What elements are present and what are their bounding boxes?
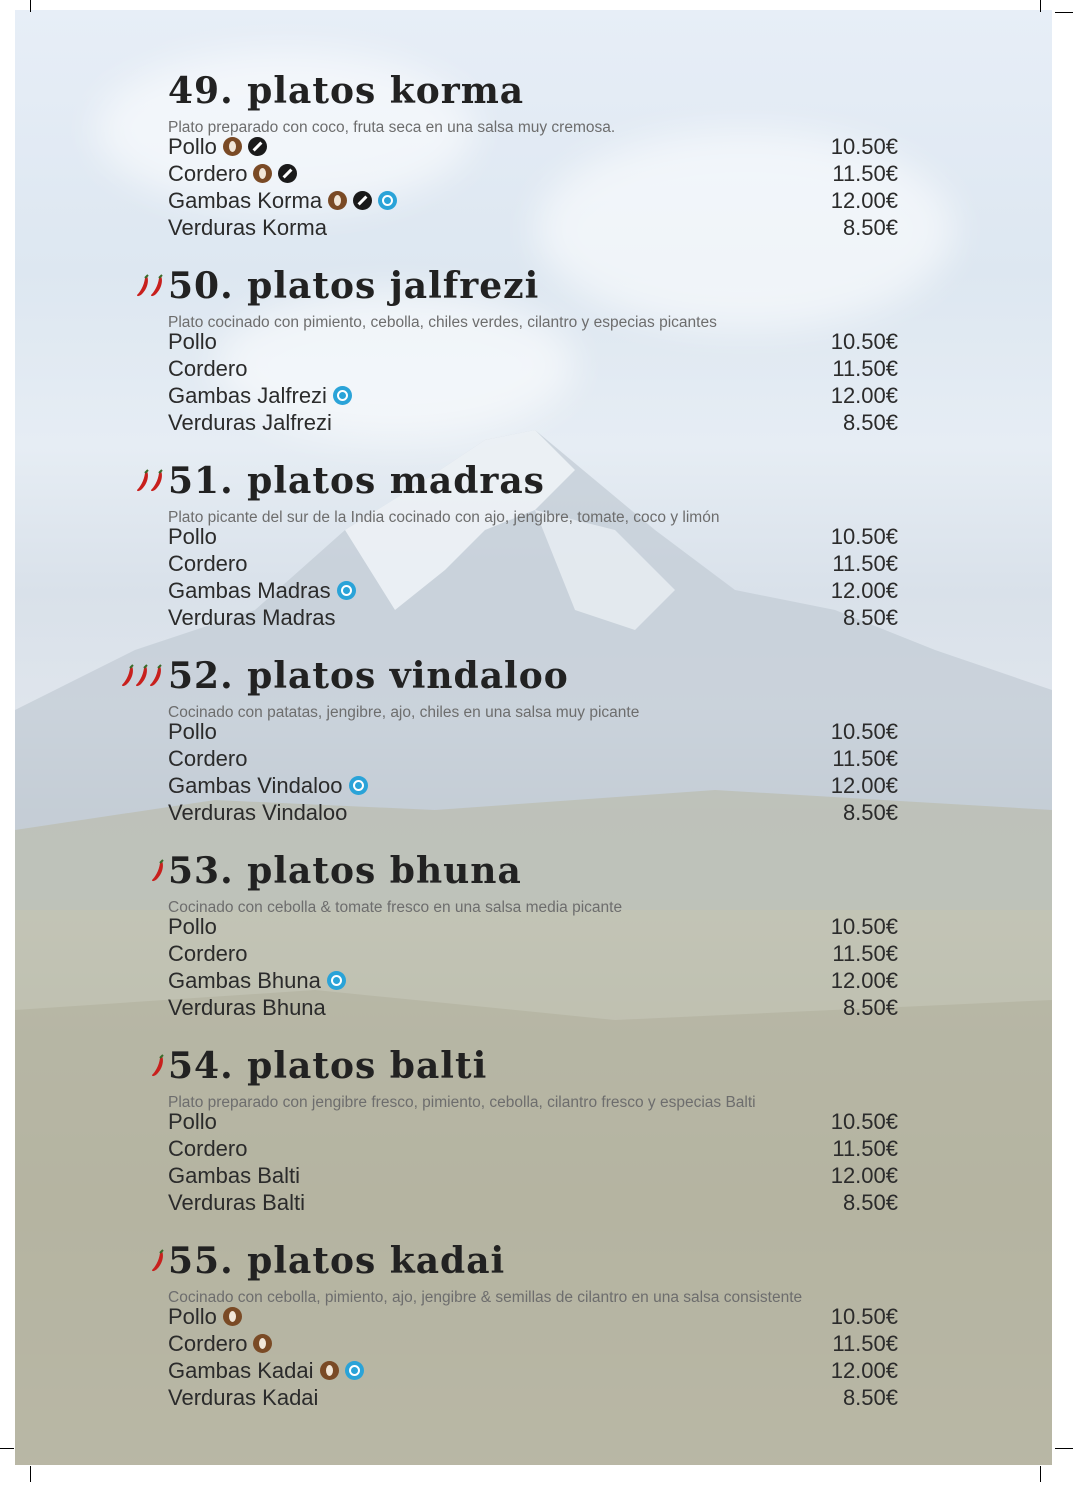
menu-item-name-group [168,968,346,994]
menu-item-name: Cordero [168,355,248,381]
menu-item [168,523,898,550]
chili-icon [151,859,165,883]
menu-item-name: Pollo [168,328,217,354]
menu-item-name-group [168,188,397,214]
spice-level-chilies [151,859,165,883]
menu-item-price: 10.50€ [830,718,898,744]
section-title: 52. platos vindaloo [168,655,569,697]
menu-item-name: Gambas Bhuna [168,967,321,993]
nut-icon [253,1334,272,1353]
menu-item-name: Pollo [168,718,217,744]
shellfish-icon [327,971,346,990]
menu-item [168,1108,898,1135]
menu-item-price: 8.50€ [842,1189,898,1215]
menu-item [168,550,898,577]
menu-item-name-group [168,1163,300,1189]
spice-level-chilies [121,664,163,688]
menu-item-name: Verduras Korma [168,214,327,240]
shellfish-icon [349,776,368,795]
menu-item-price: 12.00€ [830,1162,898,1188]
menu-item-name-group [168,773,368,799]
menu-item-price: 8.50€ [842,604,898,630]
chili-icon [136,469,150,493]
menu-item-price: 10.50€ [830,1303,898,1329]
menu-item-name: Verduras Kadai [168,1384,319,1410]
menu-item-name-group [168,215,327,241]
menu-item-name-group [168,1304,242,1330]
chili-icon [136,274,150,298]
menu-item-name-group [168,356,247,382]
menu-item [168,133,898,160]
section-title: 55. platos kadai [168,1240,506,1282]
section-title: 51. platos madras [168,460,545,502]
menu-item-name: Verduras Bhuna [168,994,326,1020]
menu-item-name-group [168,995,326,1021]
menu-item-name-group [168,1190,305,1216]
menu-item [168,577,898,604]
menu-item-name-group [168,605,336,631]
menu-item-name-group [168,551,247,577]
shellfish-icon [337,581,356,600]
menu-item [168,160,898,187]
menu-item-name: Cordero [168,550,248,576]
shellfish-icon [378,191,397,210]
menu-item-name: Cordero [168,745,248,771]
menu-item-name: Gambas Madras [168,577,331,603]
menu-item [168,799,898,826]
menu-item-name-group [168,383,352,409]
menu-item-name: Gambas Balti [168,1162,301,1188]
menu-item-price: 11.50€ [832,160,898,186]
menu-item-price: 8.50€ [842,214,898,240]
menu-item-name: Pollo [168,913,217,939]
menu-item-price: 10.50€ [830,328,898,354]
menu-item-name: Verduras Jalfrezi [168,409,332,435]
dairy-icon [278,164,297,183]
chili-icon [151,1054,165,1078]
menu-item-price: 11.50€ [832,745,898,771]
shellfish-icon [345,1361,364,1380]
section-title: 53. platos bhuna [168,850,522,892]
chili-icon [121,664,135,688]
menu-item-name-group [168,524,217,550]
menu-item-name: Pollo [168,523,217,549]
chili-icon [149,664,163,688]
menu-item-name: Verduras Balti [168,1189,305,1215]
menu-item-price: 8.50€ [842,1384,898,1410]
menu-item-price: 12.00€ [830,967,898,993]
menu-item [168,913,898,940]
section-title: 54. platos balti [168,1045,488,1087]
chili-icon [150,469,164,493]
menu-item-name: Gambas Vindaloo [168,772,343,798]
menu-item-name: Verduras Vindaloo [168,799,348,825]
menu-item [168,409,898,436]
menu-item-price: 11.50€ [832,1135,898,1161]
menu-item-name: Gambas Korma [168,187,323,213]
menu-item-price: 8.50€ [842,799,898,825]
menu-item-name-group [168,800,347,826]
nut-icon [328,191,347,210]
menu-item-price: 11.50€ [832,550,898,576]
menu-item-name: Cordero [168,1135,248,1161]
menu-item-name: Gambas Jalfrezi [168,382,327,408]
chili-icon [151,1249,165,1273]
section-description: Cocinado con patatas, jengibre, ajo, chiles en una salsa muy picante [168,704,640,721]
menu-item [168,1189,898,1216]
dairy-icon [248,137,267,156]
chili-icon [135,664,149,688]
menu-item-name: Pollo [168,133,217,159]
menu-item [168,1303,898,1330]
section-description: Cocinado con cebolla & tomate fresco en una salsa media picante [168,899,623,916]
menu-item [168,772,898,799]
menu-item [168,355,898,382]
menu-item-name: Pollo [168,1303,217,1329]
menu-item-name: Cordero [168,1330,248,1356]
menu-item [168,745,898,772]
menu-item [168,940,898,967]
menu-item [168,967,898,994]
menu-item-price: 10.50€ [830,1108,898,1134]
menu-item [168,718,898,745]
menu-item-name: Cordero [168,160,248,186]
nut-icon [320,1361,339,1380]
menu-item-name-group [168,329,217,355]
spice-level-chilies [151,1249,165,1273]
chili-icon [150,274,164,298]
menu-item-price: 12.00€ [830,187,898,213]
menu-item-name: Gambas Kadai [168,1357,314,1383]
menu-item [168,382,898,409]
section-title: 49. platos korma [168,70,525,112]
menu-item-price: 10.50€ [830,523,898,549]
menu-item-price: 12.00€ [830,382,898,408]
menu-item-name: Pollo [168,1108,217,1134]
menu-item-name-group [168,719,217,745]
menu-item-price: 11.50€ [832,1330,898,1356]
spice-level-chilies [151,1054,165,1078]
menu-item-price: 8.50€ [842,994,898,1020]
nut-icon [223,137,242,156]
menu-item-price: 11.50€ [832,940,898,966]
menu-item-name-group [168,1109,217,1135]
menu-item-name-group [168,746,247,772]
menu-item-name-group [168,161,297,187]
menu-item-name: Verduras Madras [168,604,336,630]
menu-item [168,1384,898,1411]
menu-item-name-group [168,134,267,160]
section-description: Cocinado con cebolla, pimiento, ajo, jengibre & semillas de cilantro en una salsa consistente [168,1289,803,1306]
menu-item-price: 10.50€ [830,913,898,939]
menu-item [168,214,898,241]
menu-item [168,994,898,1021]
dairy-icon [353,191,372,210]
menu-item [168,1135,898,1162]
menu-item-price: 12.00€ [830,577,898,603]
menu-item-name-group [168,410,332,436]
nut-icon [253,164,272,183]
menu-item [168,187,898,214]
menu-item-name-group [168,578,356,604]
menu-item [168,1330,898,1357]
menu-item-name-group [168,1331,272,1357]
menu-item [168,328,898,355]
menu-item-price: 10.50€ [830,133,898,159]
menu-item-price: 8.50€ [842,409,898,435]
spice-level-chilies [136,274,164,298]
section-title: 50. platos jalfrezi [168,265,540,307]
menu-item-name-group [168,1358,364,1384]
menu-item [168,1162,898,1189]
menu-item-name-group [168,914,217,940]
menu-item-name-group [168,1136,247,1162]
menu-item-name: Cordero [168,940,248,966]
menu-item-name-group [168,941,247,967]
section-description: Plato picante del sur de la India cocinado con ajo, jengibre, tomate, coco y limón [168,509,720,526]
spice-level-chilies [136,469,164,493]
section-description: Plato cocinado con pimiento, cebolla, chiles verdes, cilantro y especias picantes [168,314,717,331]
section-description: Plato preparado con jengibre fresco, pimiento, cebolla, cilantro fresco y especias Balti [168,1094,756,1111]
nut-icon [223,1307,242,1326]
menu-item [168,604,898,631]
menu-item-price: 12.00€ [830,772,898,798]
menu-item [168,1357,898,1384]
shellfish-icon [333,386,352,405]
menu-item-price: 12.00€ [830,1357,898,1383]
section-description: Plato preparado con coco, fruta seca en una salsa muy cremosa. [168,119,616,136]
menu-item-price: 11.50€ [832,355,898,381]
menu-item-name-group [168,1385,318,1411]
